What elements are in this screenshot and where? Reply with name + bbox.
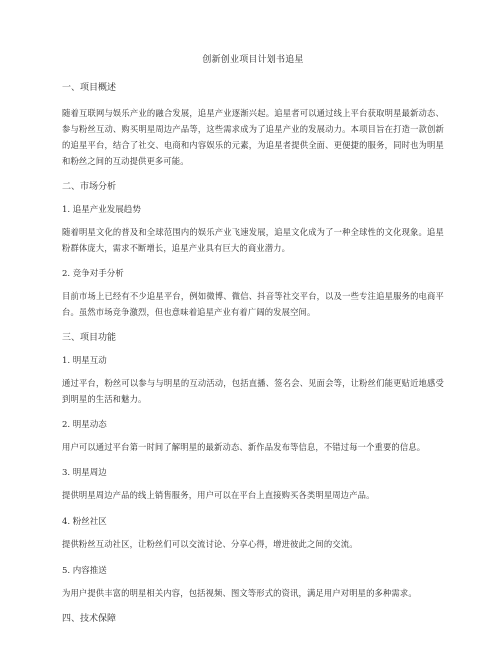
- document-title: 创新创业项目计划书追星: [202, 55, 304, 65]
- subheading-content-push: 5. 内容推送: [62, 566, 107, 576]
- star-interaction-paragraph: 通过平台，粉丝可以参与与明星的互动活动，包括直播、签名会、见面会等，让粉丝们能更贴近地感受到明星的生活和魅力。: [62, 378, 444, 404]
- subheading-fan-community: 4. 粉丝社区: [62, 517, 107, 527]
- subheading-star-interaction: 1. 明星互动: [62, 356, 107, 366]
- star-news-paragraph: 用户可以通过平台第一时间了解明星的最新动态、新作品发布等信息，不错过每一个重要的信息。: [62, 442, 426, 452]
- subheading-star-merchandise: 3. 明星周边: [62, 468, 107, 478]
- fan-community-paragraph: 提供粉丝互动社区，让粉丝们可以交流讨论、分享心得，增进彼此之间的交流。: [62, 539, 358, 549]
- industry-trend-paragraph: 随着明星文化的普及和全球范围内的娱乐产业飞速发展，追星文化成为了一种全球性的文化现象。追星粉群体庞大，需求不断增长，追星产业具有巨大的商业潜力。: [62, 227, 444, 253]
- section-heading-technical-support: 四、技术保障: [62, 614, 117, 624]
- overview-paragraph: 随着互联网与娱乐产业的融合发展，追星产业逐渐兴起。追星者可以通过线上平台获取明星最新动态、参与粉丝互动、购买明星周边产品等，这些需求成为了追星产业的发展动力。本项目旨在打造一款创新的追星平台，结合了社交、电商和内容娱乐的元素，为追星者提供全面、更便捷的服务，同时也为明星和粉丝之间的互动提供更多可能。: [62, 108, 444, 166]
- subheading-star-news: 2. 明星动态: [62, 420, 107, 430]
- section-heading-market-analysis: 二、市场分析: [62, 182, 117, 192]
- subheading-competitor-analysis: 2. 竞争对手分析: [62, 269, 124, 279]
- competitor-analysis-paragraph: 目前市场上已经有不少追星平台，例如微博、微信、抖音等社交平台，以及一些专注追星服务的电商平台。虽然市场竞争激烈，但也意味着追星产业有着广阔的发展空间。: [62, 291, 444, 317]
- section-heading-overview: 一、项目概述: [62, 83, 117, 93]
- content-push-paragraph: 为用户提供丰富的明星相关内容，包括视频、图文等形式的资讯，满足用户对明星的多种需求。: [62, 588, 417, 598]
- subheading-industry-trend: 1. 追星产业发展趋势: [62, 205, 141, 215]
- section-heading-project-features: 三、项目功能: [62, 333, 117, 343]
- star-merchandise-paragraph: 提供明星周边产品的线上销售服务，用户可以在平台上直接购买各类明星周边产品。: [62, 490, 375, 500]
